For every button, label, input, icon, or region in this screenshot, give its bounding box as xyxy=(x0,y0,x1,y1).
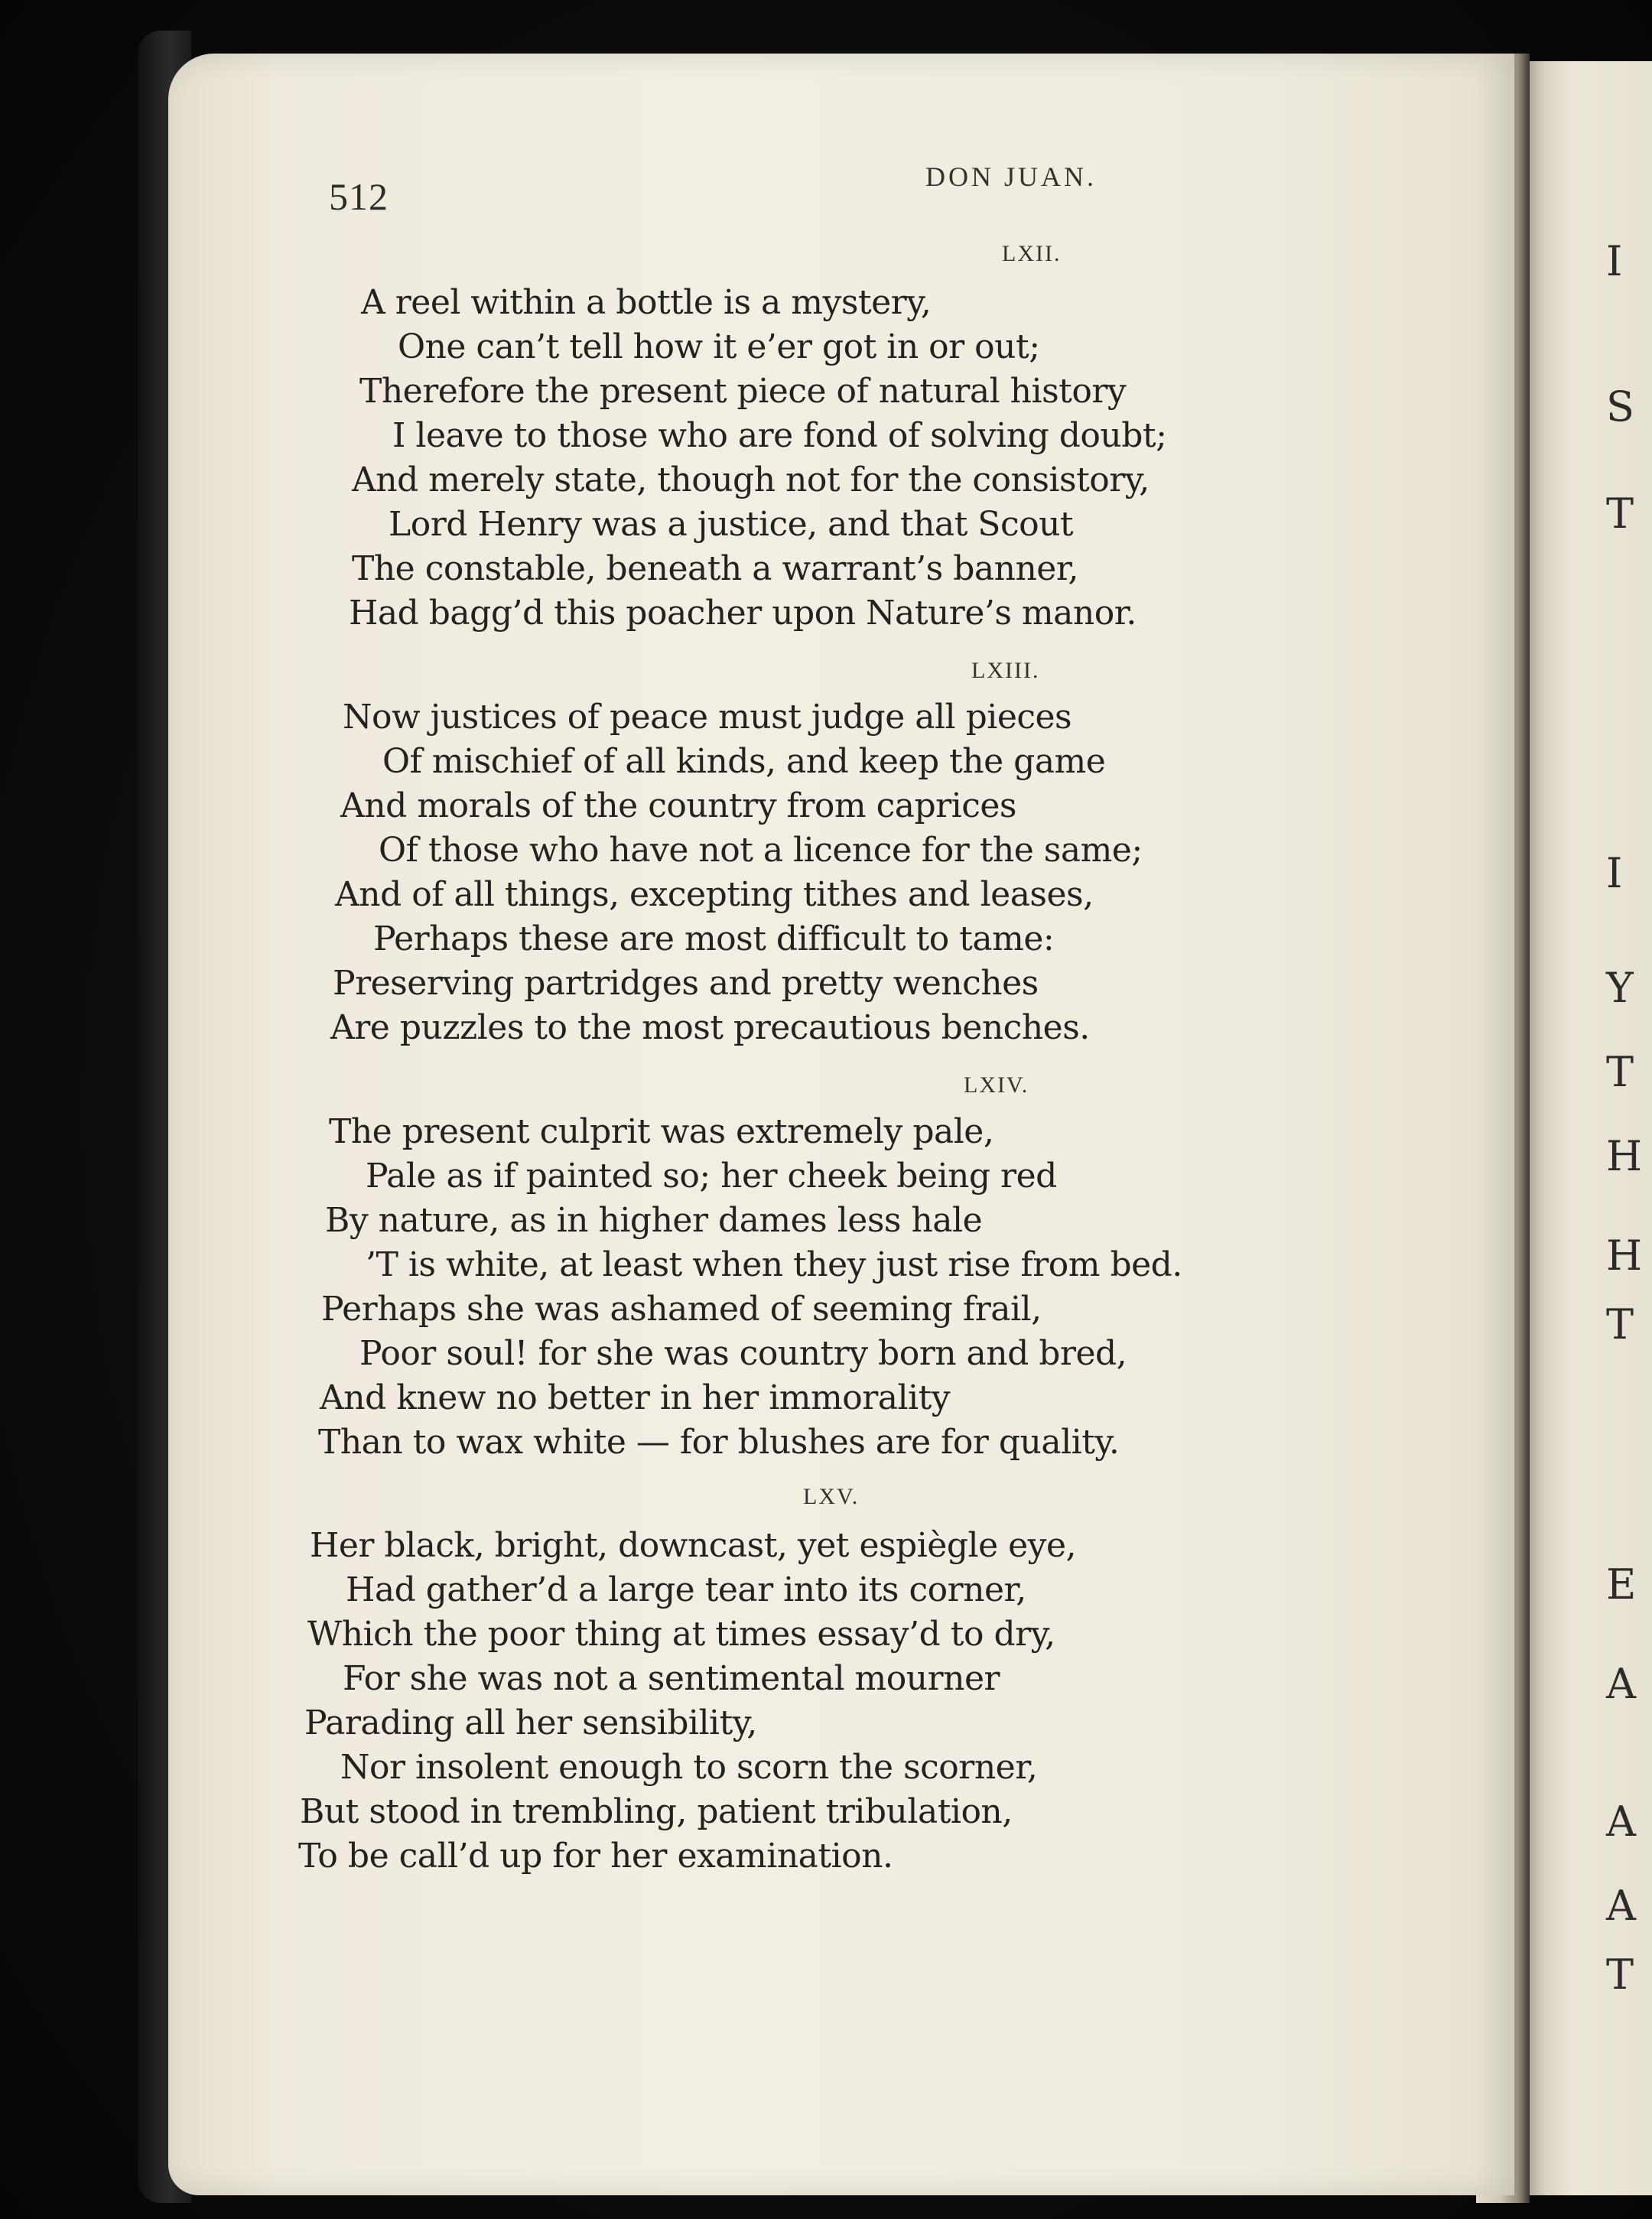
verse-line: Perhaps these are most difficult to tame: xyxy=(373,919,1055,958)
stanza-number: LXV. xyxy=(803,1484,860,1509)
facing-page-letter: A xyxy=(1606,1798,1636,1846)
verse-line: Preserving partridges and pretty wenches xyxy=(333,964,1039,1003)
verse-line: The present culprit was extremely pale, xyxy=(329,1112,994,1151)
verse-line: Than to wax white — for blushes are for quality. xyxy=(318,1423,1120,1462)
verse-line: And knew no better in her immorality xyxy=(320,1378,951,1417)
verse-line: By nature, as in higher dames less hale xyxy=(325,1201,983,1240)
verse-line: Had bagg’d this poacher upon Nature’s manor. xyxy=(349,594,1137,633)
verse-line: Lord Henry was a justice, and that Scout xyxy=(389,505,1074,544)
verse-line: A reel within a bottle is a mystery, xyxy=(361,283,932,322)
verse-line: To be call’d up for her examination. xyxy=(298,1837,893,1876)
verse-line: ’T is white, at least when they just rise from bed. xyxy=(366,1245,1182,1284)
page-number: 512 xyxy=(329,175,389,218)
facing-page-letter: S xyxy=(1606,382,1634,431)
stanza-number: LXIV. xyxy=(964,1072,1029,1098)
verse-line: And of all things, excepting tithes and leases, xyxy=(335,875,1094,914)
facing-page-letter: E xyxy=(1606,1560,1637,1609)
verse-line: For she was not a sentimental mourner xyxy=(343,1659,1000,1698)
verse-line: Parading all her sensibility, xyxy=(304,1703,757,1742)
book-page xyxy=(168,54,1514,2195)
verse-line: And morals of the country from caprices xyxy=(340,786,1016,825)
facing-page-letter: A xyxy=(1606,1882,1636,1930)
verse-line: Which the poor thing at times essay’d to dry, xyxy=(307,1615,1055,1654)
facing-page-letter: A xyxy=(1606,1660,1636,1708)
verse-line: Of those who have not a licence for the same; xyxy=(379,831,1143,870)
facing-page-letter: I xyxy=(1606,237,1623,285)
verse-line: Nor insolent enough to scorn the scorner, xyxy=(340,1748,1038,1787)
verse-line: The constable, beneath a warrant’s banner, xyxy=(352,549,1079,588)
facing-page xyxy=(1522,61,1652,2195)
facing-page-letter: H xyxy=(1606,1132,1643,1180)
verse-line: Her black, bright, downcast, yet espiègle eye, xyxy=(310,1526,1077,1565)
stanza-number: LXIII. xyxy=(971,658,1040,683)
verse-line: Now justices of peace must judge all pieces xyxy=(343,698,1072,737)
running-head: DON JUAN. xyxy=(925,161,1097,192)
verse-line: Perhaps she was ashamed of seeming frail, xyxy=(321,1290,1042,1329)
verse-line: But stood in trembling, patient tribulation, xyxy=(300,1792,1013,1831)
verse-line: Had gather’d a large tear into its corner, xyxy=(346,1570,1026,1609)
facing-page-letter: Y xyxy=(1606,964,1634,1012)
verse-line: Poor soul! for she was country born and bred, xyxy=(359,1334,1127,1373)
facing-page-letter: H xyxy=(1606,1232,1643,1280)
verse-line: Pale as if painted so; her cheek being red xyxy=(366,1157,1057,1196)
verse-line: Of mischief of all kinds, and keep the game xyxy=(382,742,1106,781)
facing-page-letter: I xyxy=(1606,849,1623,897)
verse-line: One can’t tell how it e’er got in or out; xyxy=(398,327,1040,366)
verse-line: Are puzzles to the most precautious benches. xyxy=(330,1008,1090,1047)
facing-page-letter: T xyxy=(1606,1951,1634,1999)
verse-line: I leave to those who are fond of solving doubt; xyxy=(392,416,1167,455)
facing-page-letter: T xyxy=(1606,1048,1634,1096)
facing-page-letter: T xyxy=(1606,1300,1634,1349)
verse-line: Therefore the present piece of natural history xyxy=(359,372,1127,411)
verse-line: And merely state, though not for the consistory, xyxy=(352,460,1150,499)
facing-page-letter: T xyxy=(1606,490,1634,538)
stanza-number: LXII. xyxy=(1002,241,1062,266)
